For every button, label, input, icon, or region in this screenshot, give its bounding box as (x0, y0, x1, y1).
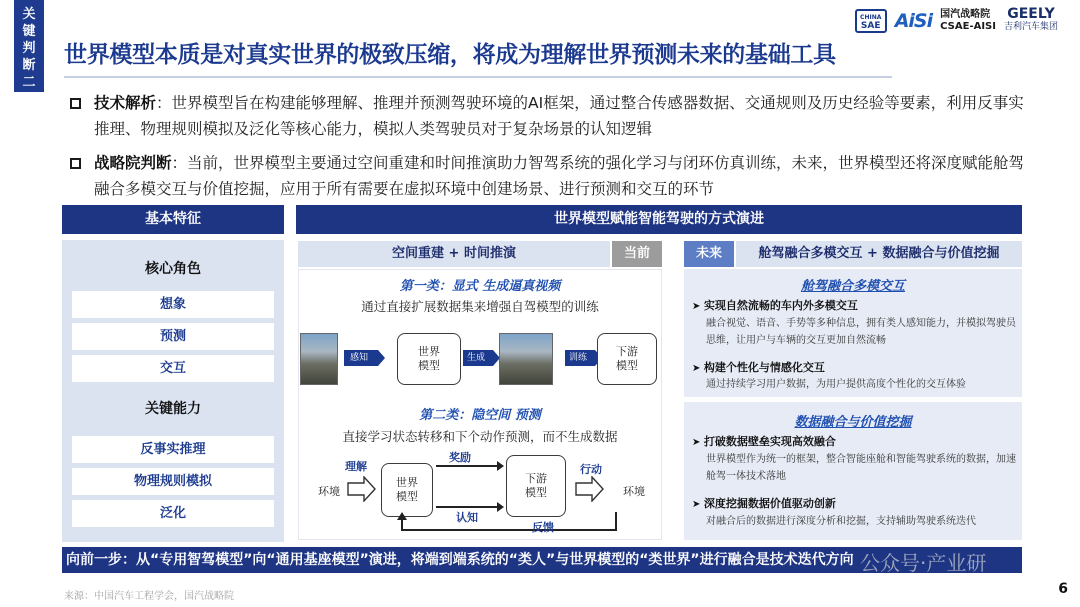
basic-features-panel (62, 240, 284, 542)
square-bullet-icon (70, 98, 81, 109)
logo-bar (855, 7, 1058, 35)
category1-title: 第一类：显式 生成逼真视频 (399, 279, 561, 294)
page-title: 世界模型本质是对真实世界的极致压缩，将成为理解世界预测未来的基础工具 (64, 42, 836, 68)
geely-logo (1004, 8, 1058, 34)
downstream-model-box: 下游 模型 (597, 333, 657, 385)
core-role-item: 想象 (72, 291, 274, 318)
section-tab-char: 断 (22, 58, 36, 73)
bullet-tech-analysis (70, 90, 1030, 142)
future-badge: 未来 (684, 241, 734, 267)
generation-tag: 生成 (463, 350, 493, 366)
section-tab-char: 二 (22, 75, 36, 90)
action-label: 行动 (580, 463, 602, 476)
source-note: 来源：中国汽车工程学会，国汽战略院 (64, 591, 234, 602)
current-badge: 当前 (612, 241, 662, 267)
key-ability-item: 泛化 (72, 500, 274, 527)
feedback-label: 反馈 (532, 521, 554, 534)
world-model-box-2: 世界 模型 (381, 463, 433, 517)
perceive-label: 认知 (456, 511, 478, 524)
title-divider (64, 76, 892, 78)
sae-logo (855, 9, 887, 33)
aisi-name-en: CSAE-AISI (940, 21, 996, 32)
bullet-label: 战略院判断 (94, 154, 172, 172)
core-role-item: 预测 (72, 323, 274, 350)
cockpit-interaction-title: 舱驾融合多模交互 (800, 279, 905, 294)
training-tag: 训练 (565, 350, 595, 366)
bullet-sep: ： (156, 94, 172, 112)
data-item-text: 世界模型作为统一的框架，整合智能座舱和智能驾驶系统的数据，加速舱驾一体技术落地 (706, 454, 1016, 482)
evolution-header: 世界模型赋能智能驾驶的方式演进 (296, 205, 1022, 234)
watermark: 公众号·产业研 (860, 551, 987, 575)
downstream-model-box-2: 下游 模型 (506, 455, 566, 517)
reward-label: 奖励 (449, 451, 471, 464)
key-ability-item: 反事实推理 (72, 436, 274, 463)
reward-arrow (436, 465, 498, 467)
core-role-item: 交互 (72, 355, 274, 382)
geely-logo-text: GEELY (1007, 6, 1055, 22)
data-item-title: ➤ 打破数据壁垒实现高效融合 (692, 433, 836, 449)
key-ability-item: 物理规则模拟 (72, 468, 274, 495)
cockpit-item-title: ➤ 实现自然流畅的车内外多模交互 (692, 297, 858, 313)
aisi-name (940, 9, 996, 33)
env-in-label: 环境 (318, 485, 340, 498)
aisi-logo: AiSi (894, 10, 933, 32)
conclusion-bar: 向前一步：从“专用智驾模型”向“通用基座模型”演进，将端到端系统的“类人”与世界模型的“类世界”进行融合是技术迭代方向 (62, 547, 1022, 573)
bullet-label: 技术解析 (94, 94, 157, 112)
current-approach-header: 空间重建 + 时间推演 (298, 241, 610, 267)
perceive-arrow (436, 506, 498, 508)
feedback-loop-arrow (396, 512, 620, 536)
data-value-title: 数据融合与价值挖掘 (794, 415, 912, 430)
geely-logo-sub: 吉利汽车集团 (1003, 22, 1058, 32)
page-number: 6 (1058, 581, 1068, 597)
env-out-label: 环境 (623, 485, 645, 498)
road-photo-generated (499, 333, 553, 385)
section-tab-char: 判 (22, 41, 36, 56)
data-item-text: 对融合后的数据进行深度分析和挖掘，支持辅助驾驶系统迭代 (706, 516, 976, 527)
cockpit-item-title: ➤ 构建个性化与情感化交互 (692, 359, 825, 375)
bullet-sep: ： (171, 154, 188, 172)
right-arrow-icon (574, 476, 604, 502)
right-arrow-icon (346, 476, 376, 502)
category1-desc: 通过直接扩展数据集来增强自驾模型的训练 (361, 299, 599, 314)
understand-label: 理解 (345, 460, 367, 473)
aisi-name-cn: 国汽战略院 (940, 9, 991, 20)
cockpit-item-text: 通过持续学习用户数据，为用户提供高度个性化的交互体验 (706, 379, 966, 390)
category2-title: 第二类：隐空间 预测 (419, 408, 541, 423)
section-tab-char: 键 (22, 24, 36, 39)
bullet-text: 世界模型旨在构建能够理解、推理并预测驾驶环境的AI框架，通过整合传感器数据、交通规则及历史经验等要素，利用反事实推理、物理规则模拟及泛化等核心能力，模拟人类驾驶员对于复杂场景的认知逻辑 (94, 94, 1024, 138)
section-tab (14, 0, 44, 92)
road-photo-input (300, 333, 338, 385)
data-item-title: ➤ 深度挖掘数据价值驱动创新 (692, 495, 836, 511)
world-model-box: 世界 模型 (397, 333, 461, 385)
bullet-strategy-judgement (70, 150, 1030, 202)
core-role-title: 核心角色 (145, 261, 201, 277)
category2-desc: 直接学习状态转移和下个动作预测，而不生成数据 (342, 429, 618, 444)
perception-tag: 感知 (344, 350, 378, 366)
key-ability-title: 关键能力 (145, 401, 201, 417)
sae-logo-line1: CHINA (860, 14, 882, 21)
future-approach-header: 舱驾融合多模交互 + 数据融合与价值挖掘 (736, 241, 1022, 267)
square-bullet-icon (70, 158, 81, 169)
bullet-text: 当前，世界模型主要通过空间重建和时间推演助力智驾系统的强化学习与闭环仿真训练，未来，世界模型还将深度赋能舱驾融合多模交互与价值挖掘，应用于所有需要在虚拟环境中创建场景、进行预测和交互的环节 (94, 154, 1025, 198)
sae-logo-line2: SAE (860, 21, 881, 31)
basic-features-header: 基本特征 (62, 205, 284, 234)
cockpit-item-text: 融合视觉、语音、手势等多种信息，拥有类人感知能力，并模拟驾驶员思维，让用户与车辆的交互更加自然流畅 (706, 318, 1016, 346)
section-tab-char: 关 (22, 7, 36, 22)
